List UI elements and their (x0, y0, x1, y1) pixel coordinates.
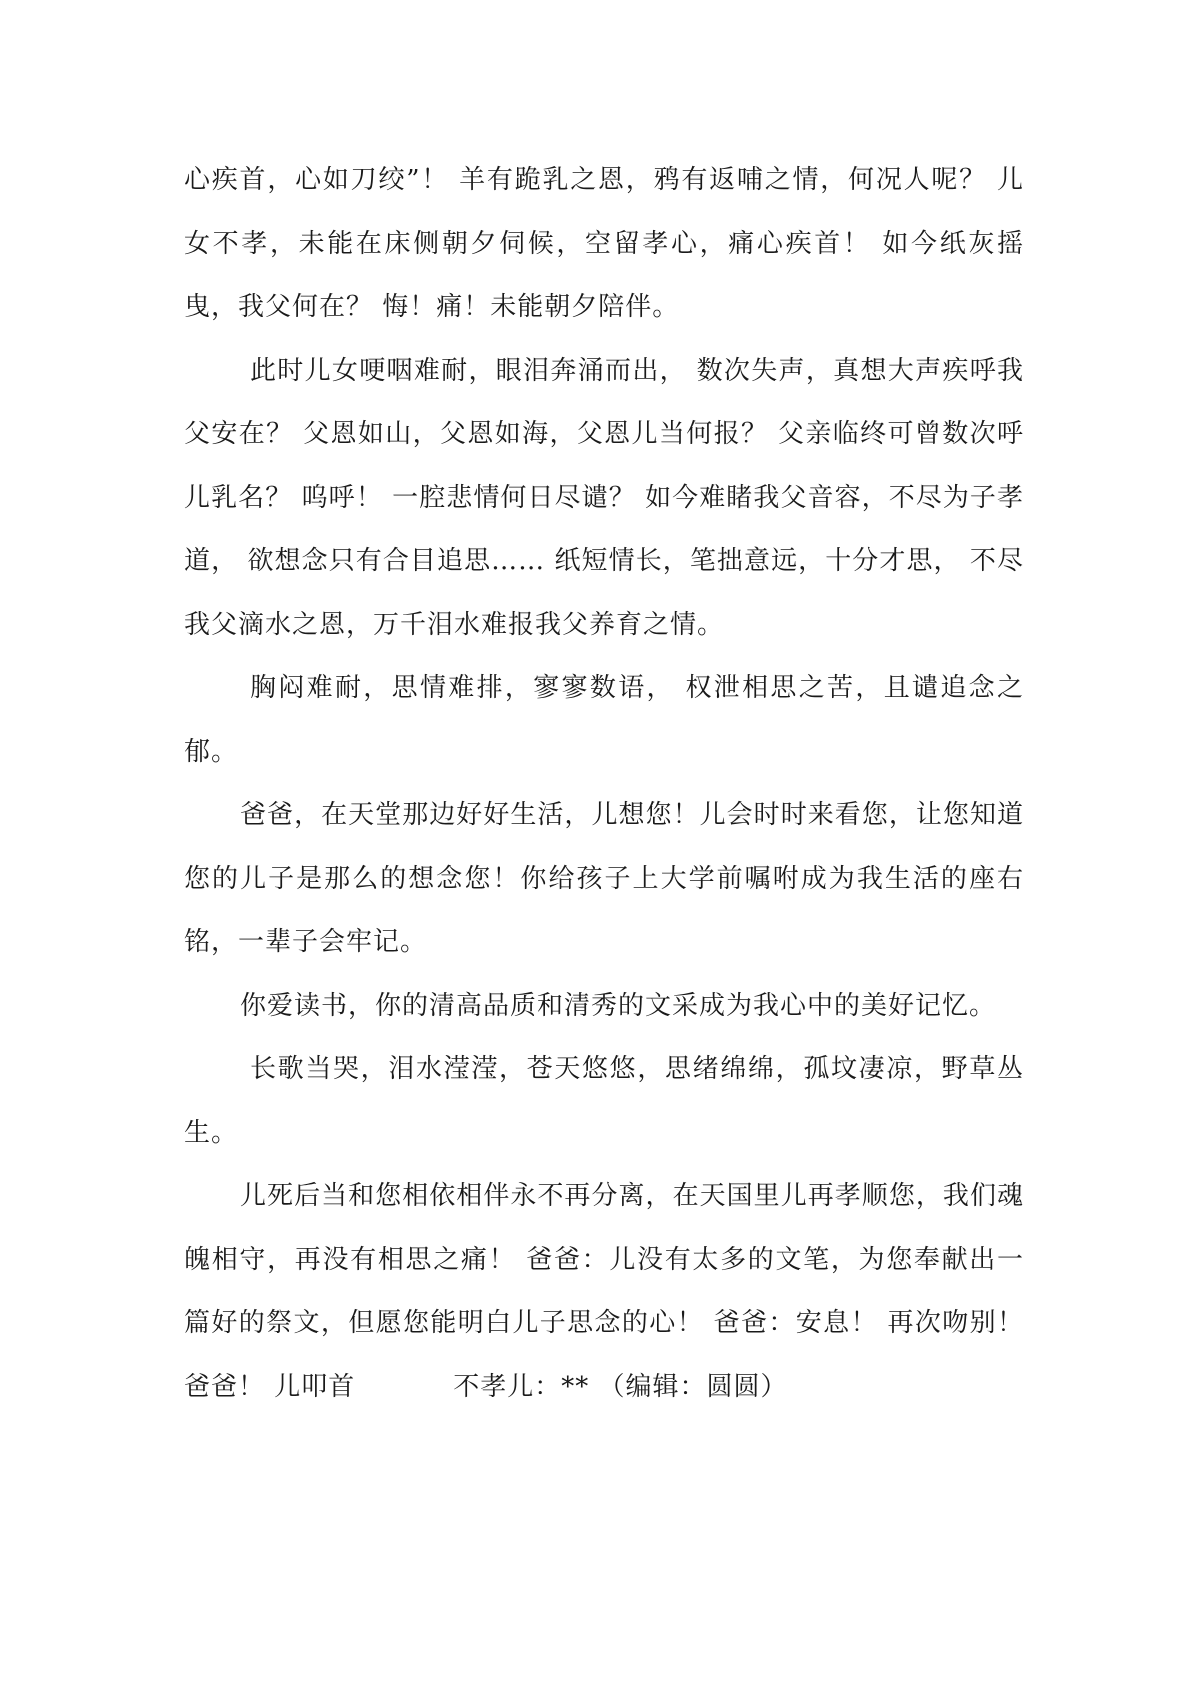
signature: 不孝儿：** （编辑：圆圆） (453, 1371, 788, 1402)
paragraph-2: 此时儿女哽咽难耐，眼泪奔涌而出， 数次失声，真想大声疾呼我父安在？ 父恩如山，父恩如海，父恩儿当何报？ 父亲临终可曾数次呼儿乳名？ 呜呼！ 一腔悲情何日尽谴？ 如今难睹我父音容，不尽为子孝道， 欲想念只有合目追思…… 纸短情长，笔拙意远，十分才思， 不尽我父滴水之恩，万千泪水难报我父养育之情。 (184, 355, 1024, 640)
closing-text: 儿死后当和您相依相伴永不再分离，在天国里儿再孝顺您，我们魂魄相守，再没有相思之痛！ 爸爸：儿没有太多的文笔，为您奉献出一篇好的祭文，但愿您能明白儿子思念的心！ 爸爸：安息！ 再次吻别！爸爸！ 儿叩首 (184, 1181, 1024, 1402)
paragraph-5: 你爱读书，你的清高品质和清秀的文采成为我心中的美好记忆。 (240, 990, 997, 1021)
body-text (184, 149, 1024, 1419)
paragraph-6: 长歌当哭，泪水滢滢，苍天悠悠，思绪绵绵，孤坟凄凉，野草丛生。 (184, 1054, 1024, 1148)
paragraph-7 (184, 1165, 1024, 1419)
paragraph-4: 爸爸，在天堂那边好好生活，儿想您！儿会时时来看您，让您知道您的儿子是那么的想念您！你给孩子上大学前嘱咐成为我生活的座右铭，一辈子会牢记。 (184, 800, 1024, 957)
paragraph-1: 心疾首，心如刀绞”！ 羊有跪乳之恩，鸦有返哺之情，何况人呢？ 儿女不孝，未能在床侧朝夕伺候，空留孝心，痛心疾首！ 如今纸灰摇曳，我父何在？ 悔！痛！未能朝夕陪伴。 (184, 165, 1024, 322)
paragraph-3: 胸闷难耐，思情难排，寥寥数语， 权泄相思之苦，且谴追念之郁。 (184, 673, 1024, 767)
